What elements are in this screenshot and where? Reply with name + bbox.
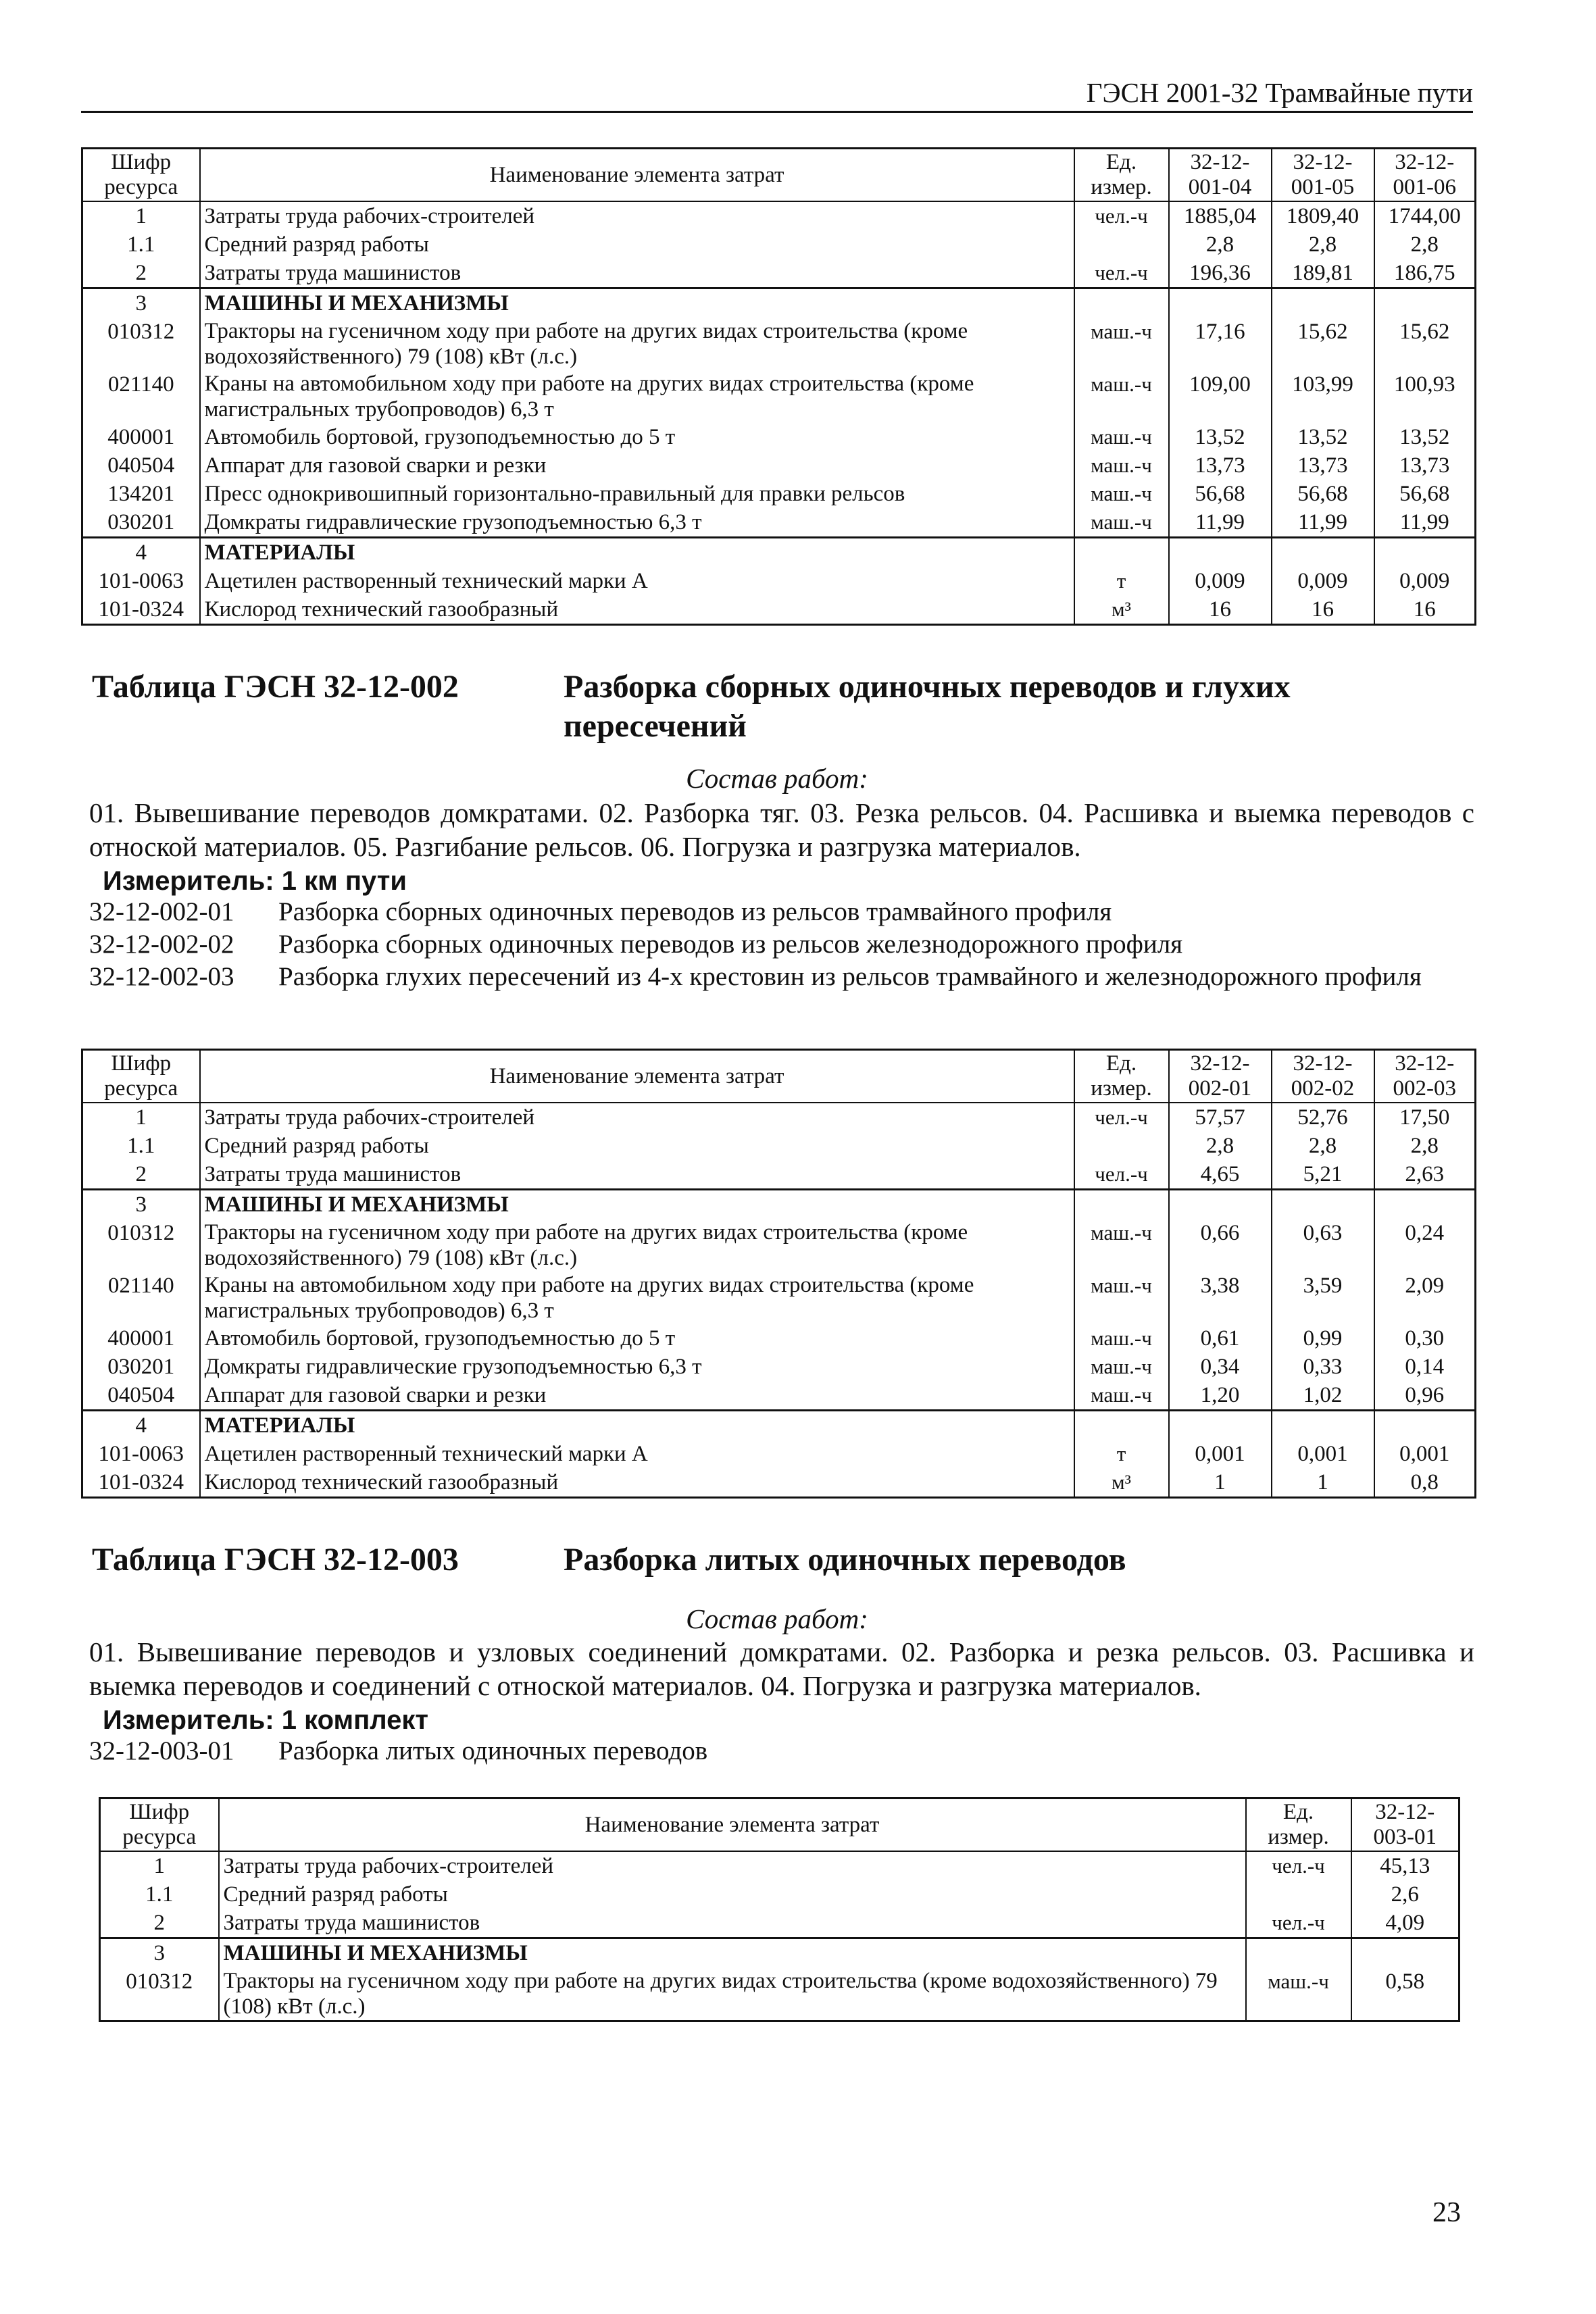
works-label: Состав работ:	[686, 1603, 868, 1634]
cell-value: 0,30	[1374, 1324, 1476, 1353]
cell-name: МАШИНЫ И МЕХАНИЗМЫ	[200, 288, 1074, 318]
cell-value: 0,001	[1272, 1440, 1374, 1468]
cell-value	[1374, 538, 1476, 568]
cell-value: 0,61	[1169, 1324, 1272, 1353]
cell-value: 2,8	[1272, 1132, 1374, 1160]
table-header-row	[82, 1050, 1476, 1103]
cell-unit: чел.-ч	[1246, 1851, 1351, 1880]
cell-name: Затраты труда машинистов	[200, 1160, 1074, 1190]
cell-name: Затраты труда машинистов	[219, 1909, 1246, 1938]
cell-value: 16	[1374, 595, 1476, 625]
cell-value: 2,8	[1272, 230, 1374, 259]
cell-value: 5,21	[1272, 1160, 1374, 1190]
cell-value: 15,62	[1272, 318, 1374, 370]
cell-code: 030201	[82, 1353, 200, 1381]
cell-value: 56,68	[1374, 480, 1476, 508]
cell-code: 2	[100, 1909, 219, 1938]
table-row	[82, 1324, 1476, 1353]
table-row	[82, 1440, 1476, 1468]
cell-code: 1	[100, 1851, 219, 1880]
section-row	[100, 1938, 1460, 1968]
cell-code: 2	[82, 1160, 200, 1190]
section-row	[82, 1190, 1476, 1219]
cell-name: Тракторы на гусеничном ходу при работе на других видах строительства (кроме водохозяйственного) 79 (108) кВт (л.с.)	[200, 318, 1074, 370]
list-item	[89, 1735, 1474, 1767]
cell-value: 0,009	[1374, 567, 1476, 595]
cell-value: 16	[1169, 595, 1272, 625]
cell-value: 52,76	[1272, 1103, 1374, 1132]
item-code: 32-12-002-02	[89, 930, 234, 959]
cell-code: 021140	[82, 370, 200, 423]
cell-name: Аппарат для газовой сварки и резки	[200, 451, 1074, 480]
cell-value: 13,52	[1169, 423, 1272, 451]
cell-code: 1	[82, 201, 200, 230]
measure-unit: Измеритель: 1 комплект	[103, 1705, 429, 1735]
table-row	[82, 1381, 1476, 1411]
cell-unit	[1074, 538, 1169, 568]
table-row	[82, 1272, 1476, 1324]
cell-code: 021140	[82, 1272, 200, 1324]
cell-value: 11,99	[1272, 508, 1374, 538]
header-unit: Ед. измер.	[1074, 149, 1169, 202]
cell-unit: маш.-ч	[1074, 480, 1169, 508]
cell-value: 186,75	[1374, 259, 1476, 288]
cell-value: 11,99	[1374, 508, 1476, 538]
cell-unit: маш.-ч	[1074, 370, 1169, 423]
cell-name: Домкраты гидравлические грузоподъемностью 6,3 т	[200, 508, 1074, 538]
cell-name: Ацетилен растворенный технический марки А	[200, 1440, 1074, 1468]
cell-code: 1.1	[100, 1880, 219, 1909]
cell-value: 13,73	[1374, 451, 1476, 480]
cell-code: 040504	[82, 451, 200, 480]
cell-value: 56,68	[1272, 480, 1374, 508]
item-description: Разборка сборных одиночных переводов из рельсов трамвайного профиля	[278, 897, 1112, 926]
cell-value	[1272, 1411, 1374, 1440]
header-code: Шифр ресурса	[100, 1799, 219, 1852]
cell-code: 4	[82, 1411, 200, 1440]
cell-value: 2,63	[1374, 1160, 1476, 1190]
cell-code: 1.1	[82, 1132, 200, 1160]
cell-unit	[1074, 1190, 1169, 1219]
cell-value: 2,8	[1374, 1132, 1476, 1160]
cell-value: 0,96	[1374, 1381, 1476, 1411]
table-row	[82, 451, 1476, 480]
cell-value: 103,99	[1272, 370, 1374, 423]
table-subject-line: пересечений	[564, 708, 747, 744]
cell-value: 3,59	[1272, 1272, 1374, 1324]
cell-name: Автомобиль бортовой, грузоподъемностью до 5 т	[200, 1324, 1074, 1353]
header-unit: Ед. измер.	[1246, 1799, 1351, 1852]
table-row	[100, 1909, 1460, 1938]
norm-items	[89, 896, 1474, 993]
table-row	[82, 567, 1476, 595]
cell-name: МАТЕРИАЛЫ	[200, 1411, 1074, 1440]
header-col: 32-12- 001-05	[1272, 149, 1374, 202]
cell-value: 17,50	[1374, 1103, 1476, 1132]
cell-name: Затраты труда машинистов	[200, 259, 1074, 288]
cell-name: Краны на автомобильном ходу при работе на других видах строительства (кроме магистральных трубопроводов) 6,3 т	[200, 1272, 1074, 1324]
cell-value: 0,34	[1169, 1353, 1272, 1381]
cell-value: 189,81	[1272, 259, 1374, 288]
cell-unit: маш.-ч	[1074, 318, 1169, 370]
cell-code: 134201	[82, 480, 200, 508]
table-row	[82, 595, 1476, 625]
cell-value: 0,009	[1169, 567, 1272, 595]
header-name: Наименование элемента затрат	[219, 1799, 1246, 1852]
cell-value: 1	[1272, 1468, 1374, 1498]
cell-name: Затраты труда рабочих-строителей	[200, 1103, 1074, 1132]
cell-value	[1169, 1190, 1272, 1219]
table-row	[82, 370, 1476, 423]
cell-unit: чел.-ч	[1074, 201, 1169, 230]
cell-value: 3,38	[1169, 1272, 1272, 1324]
table-row	[82, 1353, 1476, 1381]
header-col: 32-12- 002-01	[1169, 1050, 1272, 1103]
cell-value: 1744,00	[1374, 201, 1476, 230]
works-text: 01. Вывешивание переводов и узловых соединений домкратами. 02. Разборка и резка рельсов. 03. Расшивка и выемка переводов и соединений с отноской материалов. 04. Погрузка и разгрузка материалов.	[89, 1636, 1474, 1701]
cell-name: Тракторы на гусеничном ходу при работе на других видах строительства (кроме водохозяйственного) 79 (108) кВт (л.с.)	[219, 1967, 1246, 2021]
cell-value: 0,24	[1374, 1219, 1476, 1272]
cell-unit	[1246, 1880, 1351, 1909]
cell-value: 57,57	[1169, 1103, 1272, 1132]
table-body	[100, 1851, 1460, 2021]
cell-unit	[1074, 1132, 1169, 1160]
cell-unit: маш.-ч	[1074, 1353, 1169, 1381]
cell-value	[1169, 538, 1272, 568]
table-row	[82, 508, 1476, 538]
cell-name: Пресс однокривошипный горизонтально-правильный для правки рельсов	[200, 480, 1074, 508]
cell-value: 0,14	[1374, 1353, 1476, 1381]
table-row	[100, 1880, 1460, 1909]
cell-unit: маш.-ч	[1074, 1324, 1169, 1353]
item-code: 32-12-002-01	[89, 897, 234, 926]
works-label: Состав работ:	[686, 763, 868, 794]
cell-name: Кислород технический газообразный	[200, 595, 1074, 625]
cell-name: Аппарат для газовой сварки и резки	[200, 1381, 1074, 1411]
page-number: 23	[1432, 2197, 1461, 2228]
table-row	[82, 259, 1476, 288]
cell-unit: чел.-ч	[1074, 259, 1169, 288]
table-header-row	[100, 1799, 1460, 1852]
cell-unit: маш.-ч	[1074, 1272, 1169, 1324]
table-row	[82, 318, 1476, 370]
cell-code: 010312	[82, 1219, 200, 1272]
cell-value: 56,68	[1169, 480, 1272, 508]
table-subject	[564, 668, 1455, 746]
cell-value: 196,36	[1169, 259, 1272, 288]
table-header-row	[82, 149, 1476, 202]
cell-value: 4,65	[1169, 1160, 1272, 1190]
table-row	[82, 1160, 1476, 1190]
header-name: Наименование элемента затрат	[200, 149, 1074, 202]
cell-value: 0,66	[1169, 1219, 1272, 1272]
cell-code: 030201	[82, 508, 200, 538]
cell-value: 109,00	[1169, 370, 1272, 423]
table-row	[82, 201, 1476, 230]
header-col: 32-12- 002-02	[1272, 1050, 1374, 1103]
table-subject-line: Разборка литых одиночных переводов	[564, 1542, 1126, 1578]
table-body	[82, 1103, 1476, 1498]
cell-code: 400001	[82, 423, 200, 451]
cell-code: 101-0063	[82, 567, 200, 595]
cell-code: 3	[82, 1190, 200, 1219]
cell-value: 17,16	[1169, 318, 1272, 370]
table-row	[82, 1132, 1476, 1160]
cell-value	[1374, 288, 1476, 318]
cell-unit: чел.-ч	[1246, 1909, 1351, 1938]
cell-value: 0,58	[1351, 1967, 1460, 2021]
cell-code: 010312	[82, 318, 200, 370]
cell-value	[1351, 1938, 1460, 1968]
cell-code: 040504	[82, 1381, 200, 1411]
cell-value: 100,93	[1374, 370, 1476, 423]
cell-unit: маш.-ч	[1074, 1381, 1169, 1411]
list-item	[89, 896, 1474, 928]
cell-value	[1272, 1190, 1374, 1219]
cell-value	[1374, 1190, 1476, 1219]
cell-name: МАШИНЫ И МЕХАНИЗМЫ	[219, 1938, 1246, 1968]
table-row	[82, 1219, 1476, 1272]
cell-unit: т	[1074, 1440, 1169, 1468]
item-description: Разборка глухих пересечений из 4-х крестовин из рельсов трамвайного и железнодорожного профиля	[278, 962, 1422, 991]
cell-unit: маш.-ч	[1074, 451, 1169, 480]
cell-value: 13,73	[1169, 451, 1272, 480]
cell-unit	[1074, 288, 1169, 318]
header-code: Шифр ресурса	[82, 149, 200, 202]
table-row	[82, 1468, 1476, 1498]
header-col: 32-12- 002-03	[1374, 1050, 1476, 1103]
cell-value: 2,6	[1351, 1880, 1460, 1909]
cell-code: 010312	[100, 1967, 219, 2021]
works-text: 01. Вывешивание переводов домкратами. 02. Разборка тяг. 03. Резка рельсов. 04. Расшивка и выемка переводов с отноской материалов. 05. Разгибание рельсов. 06. Погрузка и разгрузка материалов.	[89, 797, 1474, 862]
cell-name: Средний разряд работы	[200, 1132, 1074, 1160]
cell-name: Затраты труда рабочих-строителей	[200, 201, 1074, 230]
cell-code: 2	[82, 259, 200, 288]
table-row	[100, 1851, 1460, 1880]
cell-code: 101-0063	[82, 1440, 200, 1468]
header-code: Шифр ресурса	[82, 1050, 200, 1103]
cell-value: 0,8	[1374, 1468, 1476, 1498]
cell-value: 2,09	[1374, 1272, 1476, 1324]
cell-value: 1,20	[1169, 1381, 1272, 1411]
cell-value	[1272, 538, 1374, 568]
cell-name: МАТЕРИАЛЫ	[200, 538, 1074, 568]
measure-unit: Измеритель: 1 км пути	[103, 866, 407, 896]
cell-code: 101-0324	[82, 1468, 200, 1498]
cell-unit: маш.-ч	[1074, 508, 1169, 538]
norm-table-32-12-001	[81, 147, 1476, 626]
section-row	[82, 1411, 1476, 1440]
item-description: Разборка литых одиночных переводов	[278, 1736, 708, 1765]
table-row	[82, 230, 1476, 259]
cell-code: 3	[100, 1938, 219, 1968]
cell-unit: т	[1074, 567, 1169, 595]
running-header: ГЭСН 2001-32 Трамвайные пути	[81, 76, 1473, 113]
table-row	[82, 1103, 1476, 1132]
cell-value: 2,8	[1169, 1132, 1272, 1160]
header-col: 32-12- 001-06	[1374, 149, 1476, 202]
cell-name: Средний разряд работы	[219, 1880, 1246, 1909]
table-body	[82, 201, 1476, 625]
cell-value: 2,8	[1169, 230, 1272, 259]
cell-unit: маш.-ч	[1074, 423, 1169, 451]
cell-unit: маш.-ч	[1074, 1219, 1169, 1272]
cell-value: 1809,40	[1272, 201, 1374, 230]
cell-value: 0,009	[1272, 567, 1374, 595]
cell-value: 1885,04	[1169, 201, 1272, 230]
table-subject-line: Разборка сборных одиночных переводов и глухих	[564, 669, 1291, 705]
header-name: Наименование элемента затрат	[200, 1050, 1074, 1103]
cell-name: Ацетилен растворенный технический марки А	[200, 567, 1074, 595]
cell-code: 400001	[82, 1324, 200, 1353]
cell-value: 2,8	[1374, 230, 1476, 259]
cell-value	[1374, 1411, 1476, 1440]
cell-name: Тракторы на гусеничном ходу при работе на других видах строительства (кроме водохозяйственного) 79 (108) кВт (л.с.)	[200, 1219, 1074, 1272]
cell-name: Затраты труда рабочих-строителей	[219, 1851, 1246, 1880]
norm-items	[89, 1735, 1474, 1767]
cell-value: 0,33	[1272, 1353, 1374, 1381]
header-col: 32-12- 003-01	[1351, 1799, 1460, 1852]
table-subject	[564, 1540, 1455, 1580]
section-row	[82, 288, 1476, 318]
norm-table-32-12-002	[81, 1049, 1476, 1499]
cell-code: 3	[82, 288, 200, 318]
cell-value: 45,13	[1351, 1851, 1460, 1880]
cell-value: 0,001	[1169, 1440, 1272, 1468]
cell-value: 13,52	[1272, 423, 1374, 451]
list-item	[89, 928, 1474, 961]
table-row	[100, 1967, 1460, 2021]
cell-value: 1	[1169, 1468, 1272, 1498]
section-row	[82, 538, 1476, 568]
cell-value: 0,63	[1272, 1219, 1374, 1272]
cell-unit: чел.-ч	[1074, 1103, 1169, 1132]
table-row	[82, 423, 1476, 451]
cell-value	[1169, 288, 1272, 318]
cell-name: Домкраты гидравлические грузоподъемностью 6,3 т	[200, 1353, 1074, 1381]
norm-table-32-12-003	[99, 1797, 1460, 2022]
cell-unit	[1074, 1411, 1169, 1440]
cell-unit: м³	[1074, 595, 1169, 625]
cell-name: Краны на автомобильном ходу при работе на других видах строительства (кроме магистральных трубопроводов) 6,3 т	[200, 370, 1074, 423]
header-col: 32-12- 001-04	[1169, 149, 1272, 202]
cell-value	[1169, 1411, 1272, 1440]
header-unit: Ед. измер.	[1074, 1050, 1169, 1103]
cell-value: 0,99	[1272, 1324, 1374, 1353]
item-description: Разборка сборных одиночных переводов из рельсов железнодорожного профиля	[278, 930, 1183, 959]
cell-name: Средний разряд работы	[200, 230, 1074, 259]
cell-value: 16	[1272, 595, 1374, 625]
table-row	[82, 480, 1476, 508]
cell-unit: маш.-ч	[1246, 1967, 1351, 2021]
cell-code: 1.1	[82, 230, 200, 259]
cell-name: Кислород технический газообразный	[200, 1468, 1074, 1498]
list-item	[89, 961, 1474, 993]
cell-code: 101-0324	[82, 595, 200, 625]
cell-value: 4,09	[1351, 1909, 1460, 1938]
cell-unit	[1246, 1938, 1351, 1968]
cell-value: 11,99	[1169, 508, 1272, 538]
cell-name: Автомобиль бортовой, грузоподъемностью до 5 т	[200, 423, 1074, 451]
cell-value: 13,52	[1374, 423, 1476, 451]
cell-unit: м³	[1074, 1468, 1169, 1498]
item-code: 32-12-003-01	[89, 1736, 234, 1765]
cell-value: 0,001	[1374, 1440, 1476, 1468]
item-code: 32-12-002-03	[89, 962, 234, 991]
cell-name: МАШИНЫ И МЕХАНИЗМЫ	[200, 1190, 1074, 1219]
cell-unit: чел.-ч	[1074, 1160, 1169, 1190]
table-title: Таблица ГЭСН 32-12-002	[92, 669, 459, 705]
cell-code: 4	[82, 538, 200, 568]
cell-code: 1	[82, 1103, 200, 1132]
cell-value: 1,02	[1272, 1381, 1374, 1411]
cell-value: 13,73	[1272, 451, 1374, 480]
cell-value	[1272, 288, 1374, 318]
cell-unit	[1074, 230, 1169, 259]
table-title: Таблица ГЭСН 32-12-003	[92, 1542, 459, 1578]
cell-value: 15,62	[1374, 318, 1476, 370]
